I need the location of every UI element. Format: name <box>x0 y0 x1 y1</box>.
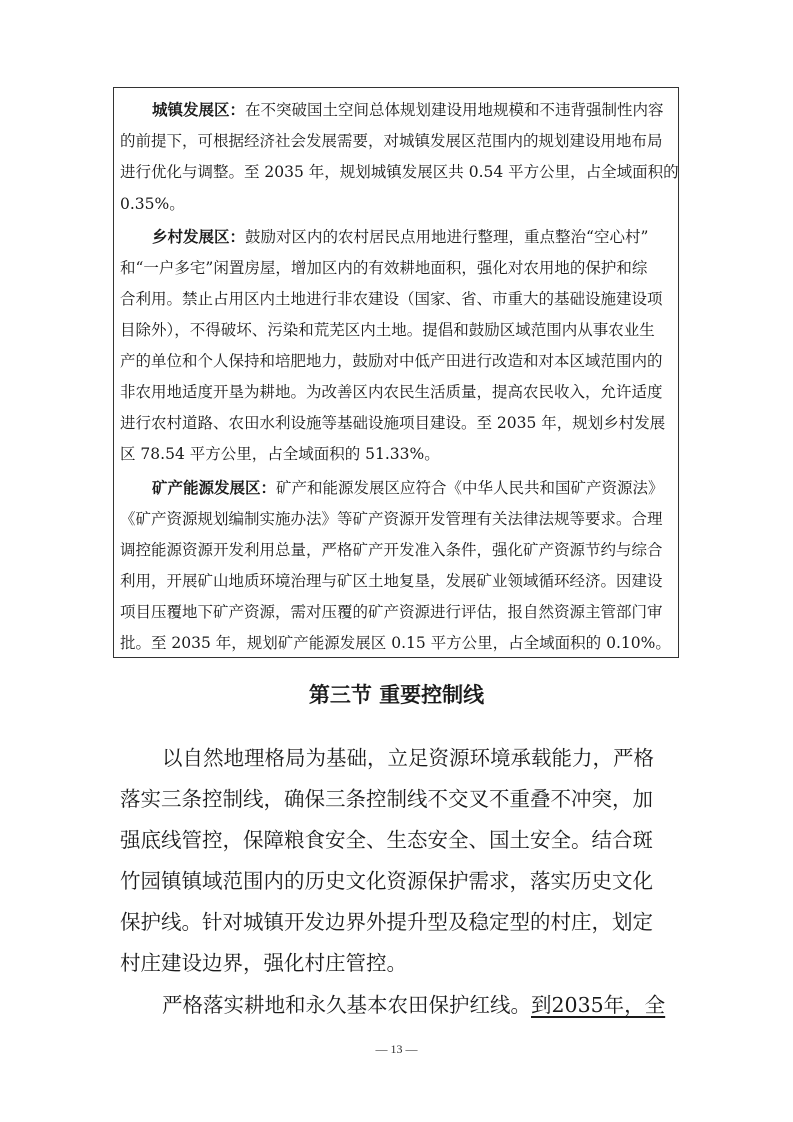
box-line: 乡村发展区：鼓励对区内的农村居民点用地进行整理，重点整治“空心村” <box>152 228 649 246</box>
body-line: 竹园镇镇域范围内的历史文化资源保护需求，落实历史文化 <box>120 869 653 893</box>
box-line: 项目压覆地下矿产资源，需对压覆的矿产资源进行评估，报自然资源主管部门审 <box>120 603 663 621</box>
box-line: 进行农村道路、农田水利设施等基础设施项目建设。至 2035 年，规划乡村发展 <box>120 414 666 432</box>
page-number: — 13 — <box>375 1042 418 1056</box>
farmland-redline-text: 严格落实耕地和永久基本农田保护红线。 <box>162 993 531 1017</box>
box-line: 利用，开展矿山地质环境治理与矿区土地复垦，发展矿业领域循环经济。因建设 <box>120 572 663 590</box>
box-line: 区 78.54 平方公里，占全域面积的 51.33%。 <box>120 445 440 463</box>
box-line: 合利用。禁止占用区内土地进行非农建设（国家、省、市重大的基础设施建设项 <box>120 290 663 308</box>
box-line: 的前提下，可根据经济社会发展需要，对城镇发展区范围内的规划建设用地布局 <box>120 132 663 150</box>
section-heading: 第三节 重要控制线 <box>308 683 485 707</box>
body-line <box>162 985 680 1025</box>
body-line: 强底线管控，保障粮食安全、生态安全、国土安全。结合斑 <box>120 828 653 852</box>
box-line: 0.35%。 <box>120 195 185 213</box>
box-line: 非农用地适度开垦为耕地。为改善区内农民生活质量，提高农民收入，允许适度 <box>120 383 663 401</box>
body-line: 落实三条控制线，确保三条控制线不交叉不重叠不冲突，加 <box>120 787 653 811</box>
box-line: 城镇发展区：在不突破国土空间总体规划建设用地规模和不违背强制性内容 <box>152 101 664 119</box>
body-line: 村庄建设边界，强化村庄管控。 <box>120 951 407 975</box>
body-line: 保护线。针对城镇开发边界外提升型及稳定型的村庄，划定 <box>120 910 653 934</box>
box-line: 《矿产资源规划编制实施办法》等矿产资源开发管理有关法律法规等要求。合理 <box>120 510 663 528</box>
rural-zone-term: 乡村发展区： <box>152 228 246 246</box>
box-line: 批。至 2035 年，规划矿产能源发展区 0.15 平方公里，占全域面积的 0.10%。 <box>120 634 671 652</box>
urban-zone-term: 城镇发展区： <box>152 101 246 119</box>
mining-zone-term: 矿产能源发展区： <box>152 479 277 497</box>
box-line: 进行优化与调整。至 2035 年，规划城镇发展区共 0.54 平方公里，占全域面积的 <box>120 163 679 181</box>
box-line: 和“一户多宅”闲置房屋，增加区内的有效耕地面积，强化对农用地的保护和综 <box>120 259 648 277</box>
box-line: 产的单位和个人保持和培肥地力，鼓励对中低产田进行改造和对本区域范围内的 <box>120 352 663 370</box>
body-line: 以自然地理格局为基础，立足资源环境承载能力，严格 <box>162 746 654 770</box>
box-line: 目除外），不得破坏、污染和荒芜区内土地。提倡和鼓励区域范围内从事农业生 <box>120 321 655 339</box>
underlined-text: 到2035年，全 <box>531 993 666 1017</box>
box-line: 调控能源资源开发利用总量，严格矿产开发准入条件，强化矿产资源节约与综合 <box>120 541 663 559</box>
box-line: 矿产能源发展区：矿产和能源发展区应符合《中华人民共和国矿产资源法》 <box>152 479 664 497</box>
